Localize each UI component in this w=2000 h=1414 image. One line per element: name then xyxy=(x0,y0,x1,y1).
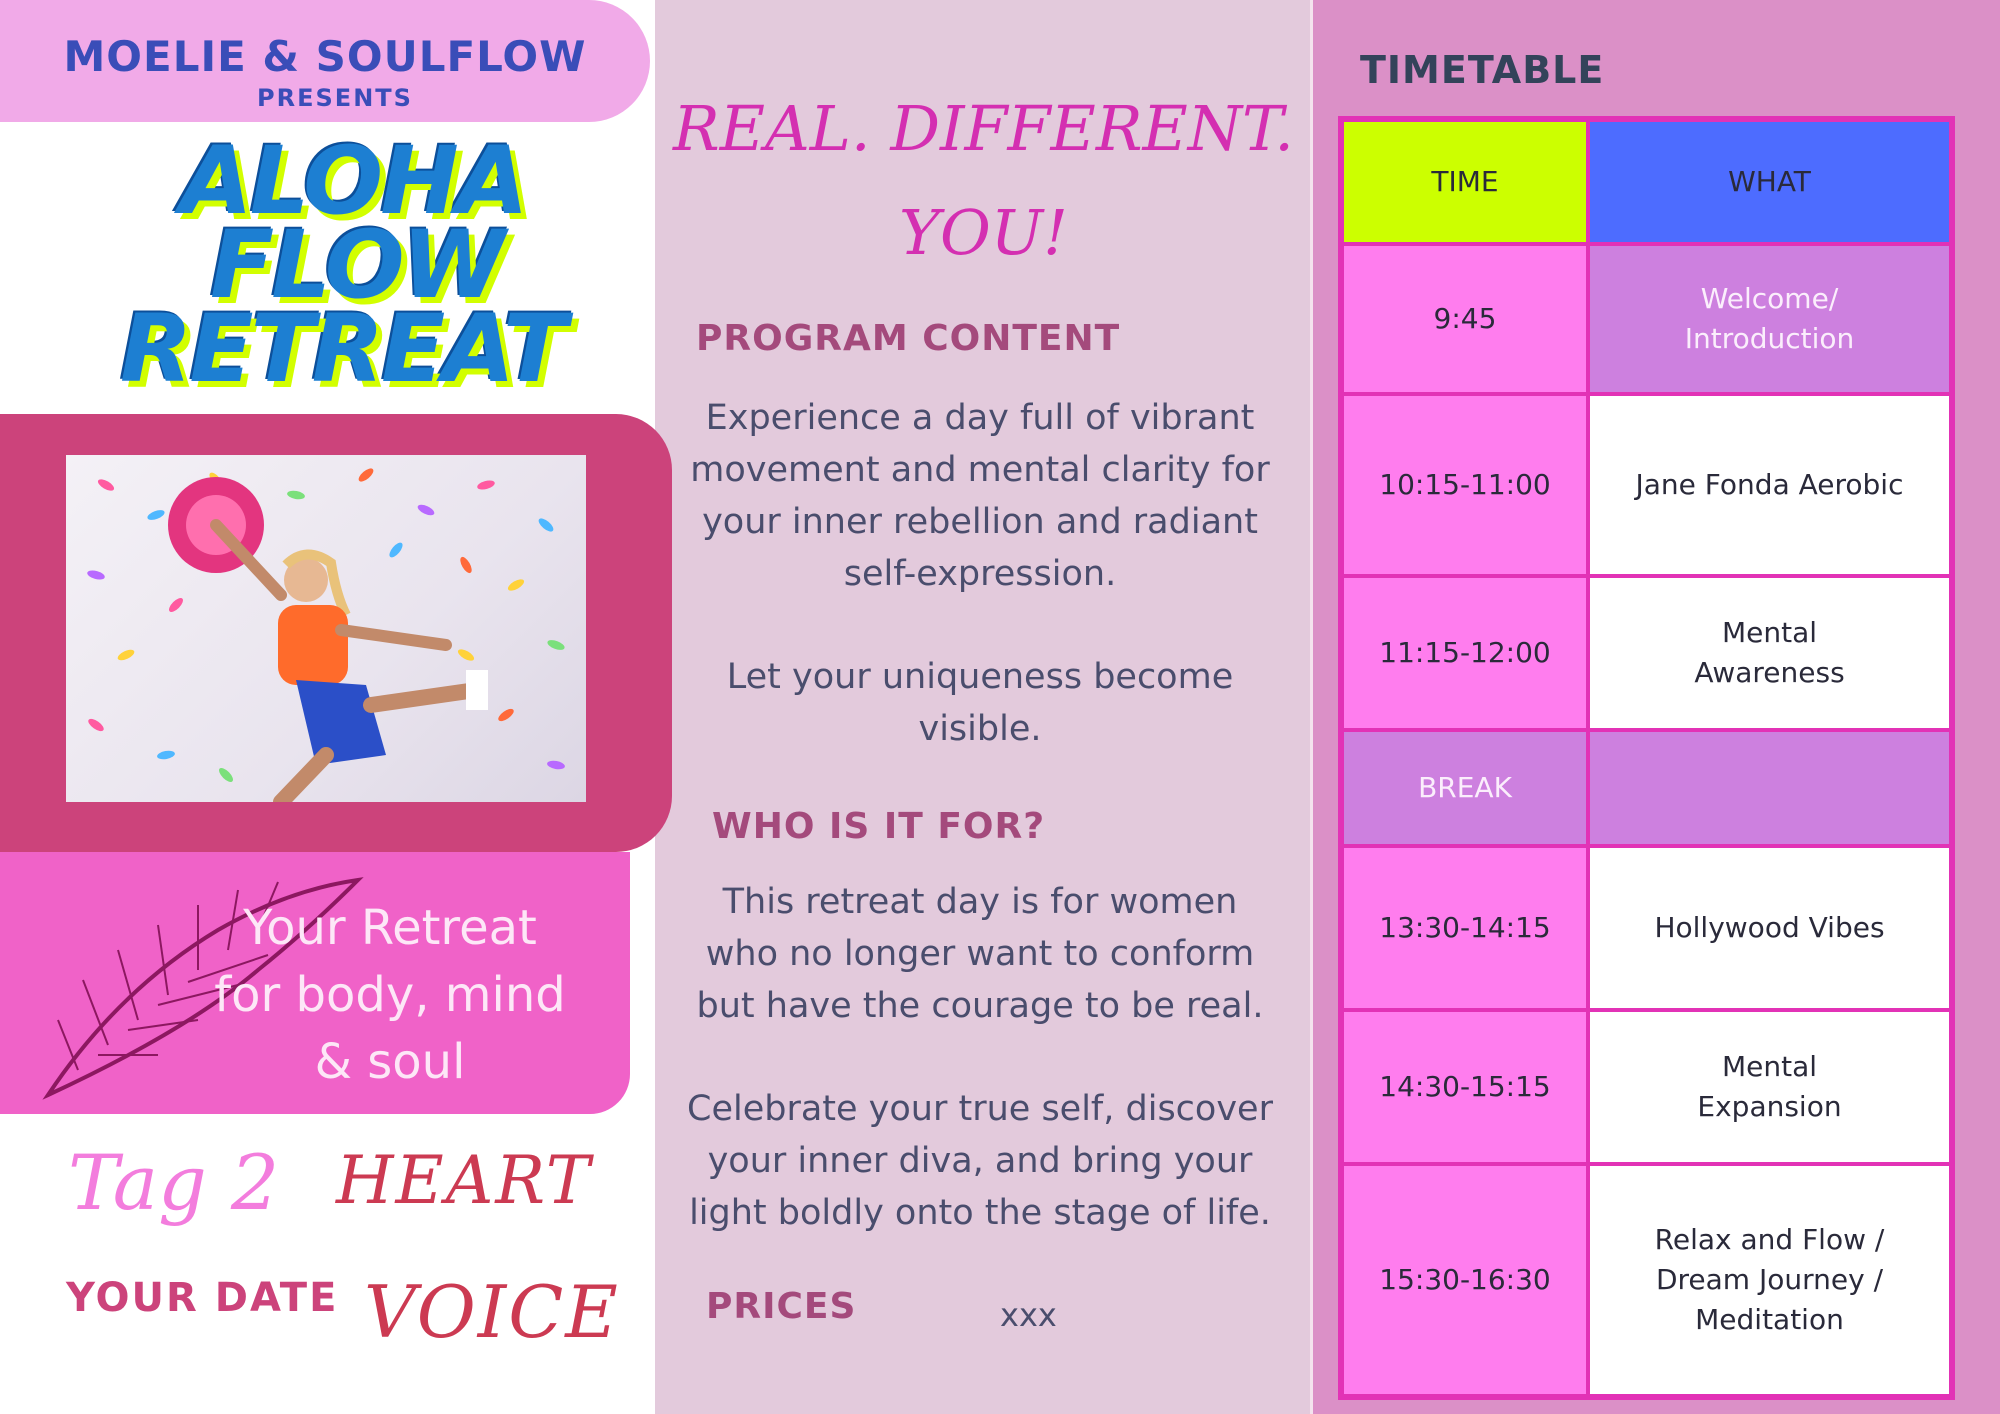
activity-line: Awareness xyxy=(1694,656,1845,689)
event-title-line: RETREAT xyxy=(120,295,565,404)
timetable-header-row xyxy=(1342,120,1951,244)
activity-line: Relax and Flow / xyxy=(1654,1223,1885,1256)
dancer-illustration xyxy=(66,455,586,802)
prices-value: xxx xyxy=(1000,1296,1057,1334)
program-heading: PROGRAM CONTENT xyxy=(696,318,1121,359)
text-line: Celebrate your true self, discover xyxy=(687,1089,1273,1129)
activity-line: Expansion xyxy=(1697,1090,1842,1123)
text-line: self-expression. xyxy=(843,554,1117,594)
day-tag: Tag 2 xyxy=(68,1138,280,1227)
table-row-break xyxy=(1342,730,1951,846)
event-title-line: FLOW xyxy=(210,211,503,320)
audience-text-2 xyxy=(680,1083,1280,1239)
time-cell: 10:15-11:00 xyxy=(1342,394,1588,576)
timetable-title: TIMETABLE xyxy=(1360,48,1605,92)
activity-line: Mental xyxy=(1721,616,1818,649)
activity-cell xyxy=(1588,1010,1951,1164)
dancer-photo xyxy=(66,455,586,802)
date-label: YOUR DATE xyxy=(66,1275,339,1321)
time-header: TIME xyxy=(1342,120,1588,244)
prices-heading: PRICES xyxy=(706,1286,857,1327)
text-line: visible. xyxy=(918,709,1042,749)
text-line: but have the courage to be real. xyxy=(696,986,1264,1026)
dancer-figure xyxy=(168,477,488,802)
activity-cell xyxy=(1588,244,1951,394)
activity-line: Jane Fonda Aerobic xyxy=(1635,468,1904,501)
activity-line: Mental xyxy=(1721,1050,1818,1083)
text-line: your inner diva, and bring your xyxy=(707,1141,1253,1181)
table-row xyxy=(1342,576,1951,730)
activity-cell xyxy=(1588,576,1951,730)
tagline-line: YOU! xyxy=(899,196,1068,269)
presents-label: PRESENTS xyxy=(257,84,413,112)
audience-text xyxy=(680,876,1280,1032)
text-line: Let your uniqueness become xyxy=(726,657,1234,697)
break-cell: BREAK xyxy=(1342,730,1588,846)
activity-cell xyxy=(1588,394,1951,576)
activity-cell xyxy=(1588,1164,1951,1396)
what-header: WHAT xyxy=(1588,120,1951,244)
table-row xyxy=(1342,394,1951,576)
theme-word-voice: VOICE xyxy=(364,1270,620,1354)
time-cell: 14:30-15:15 xyxy=(1342,1010,1588,1164)
text-line: This retreat day is for women xyxy=(722,882,1238,922)
event-title-line: ALOHA xyxy=(180,127,526,236)
table-row xyxy=(1342,1164,1951,1396)
time-cell: 15:30-16:30 xyxy=(1342,1164,1588,1396)
slogan-line: & soul xyxy=(314,1034,466,1090)
theme-word-heart: HEART xyxy=(336,1142,592,1219)
table-row xyxy=(1342,244,1951,394)
table-row xyxy=(1342,846,1951,1010)
text-line: light boldly onto the stage of life. xyxy=(689,1193,1271,1233)
slogan xyxy=(170,895,610,1096)
activity-line: Meditation xyxy=(1695,1303,1844,1336)
text-line: who no longer want to conform xyxy=(705,934,1255,974)
tagline-line: REAL. DIFFERENT. xyxy=(673,92,1294,165)
slogan-line: Your Retreat xyxy=(243,900,537,956)
slogan-line: for body, mind xyxy=(214,967,566,1023)
activity-line: Introduction xyxy=(1684,322,1855,355)
program-text xyxy=(680,392,1280,600)
time-cell: 9:45 xyxy=(1342,244,1588,394)
table-row xyxy=(1342,1010,1951,1164)
activity-cell xyxy=(1588,730,1951,846)
timetable xyxy=(1338,116,1955,1400)
activity-line: Dream Journey / xyxy=(1655,1263,1884,1296)
time-cell: 13:30-14:15 xyxy=(1342,846,1588,1010)
text-line: Experience a day full of vibrant xyxy=(705,398,1255,438)
text-line: movement and mental clarity for xyxy=(690,450,1270,490)
event-title xyxy=(90,127,570,404)
activity-line: Hollywood Vibes xyxy=(1654,911,1885,944)
time-cell: 11:15-12:00 xyxy=(1342,576,1588,730)
text-line: your inner rebellion and radiant xyxy=(702,502,1258,542)
activity-cell xyxy=(1588,846,1951,1010)
program-text-2 xyxy=(680,651,1280,755)
presenter-name: MOELIE & SOULFLOW xyxy=(63,32,587,81)
audience-heading: WHO IS IT FOR? xyxy=(712,806,1046,847)
activity-line: Welcome/ xyxy=(1700,282,1839,315)
